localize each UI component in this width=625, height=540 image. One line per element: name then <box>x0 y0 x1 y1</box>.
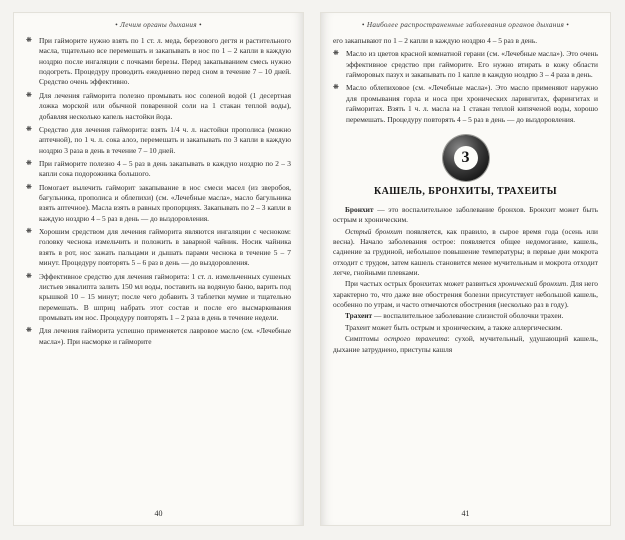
text-segment: Трахеит <box>345 311 373 321</box>
right-page-number: 41 <box>461 509 470 518</box>
text-segment: хронический бронхит <box>498 279 567 289</box>
continuation-paragraph: его закапывают по 1 – 2 капли в каждую ноздрю 4 – 5 раз в день. <box>333 36 538 45</box>
remedy-item <box>26 91 291 122</box>
remedy-item <box>26 159 291 180</box>
flower-bullet-icon: ❋ <box>26 182 32 191</box>
remedy-text: Хорошим средством для лечения гайморита являются ингаляции с чесноком: головку чеснока измельчить и положить в заварной чайник. Носик чайника взять в рот, нос зажать пальцами и дышать парами чеснока в течение 5 – 7 минут. Процедуру повторять 5 – 6 раз в день — до выздоровления. <box>39 227 291 268</box>
remedy-text: При гайморите нужно взять по 1 ст. л. меда, березового дегтя и растительного масла, тщательно все перемешать и закапывать в нос по 1 – 2 капли в каждую ноздрю после ингаляции с почками березы. Перед закапыванием смесь нужно подогреть. Процедуру проводить ежедневно перед сном в течение 7 – 10 дней. Средство очень эффективно. <box>39 36 291 87</box>
flower-bullet-icon: ❋ <box>333 83 339 92</box>
remedy-text: Масло облепиховое (см. «Лечебные масла»). Это масло применяют наружно для промывания горла и носа при хронических ларингитах, фарингитах и гайморитах. Взять 1 ч. л. масла на 1 стакан теплой кипяченой воды, хорошо перемешать. Процедуру повторять 4 – 5 раз в день — до выздоровления. <box>346 83 598 124</box>
flower-bullet-icon: ❋ <box>333 49 339 58</box>
flower-bullet-icon: ❋ <box>26 326 32 335</box>
text-segment: появляется, как правило, в сырое время года (осень или весна). Начало заболевания острое: появляется общее недомогание, кашель, саднение за грудиной, небольшое повышение температуры; в первые дни мокрота отходит с трудом, затем кашель становится менее мучительным и мокрота отходит легче, гнойными плевками. <box>333 226 598 278</box>
body-paragraph <box>333 323 598 333</box>
text-segment: Бронхит <box>345 204 374 214</box>
right-remedy-list <box>333 49 598 125</box>
text-segment: Трахеит может быть острым и хроническим, а также аллергическим. <box>345 322 563 332</box>
chapter-number: 3 <box>454 146 478 170</box>
remedy-text: Масло из цветов красной комнатной герани (см. «Лечебные масла»). Это очень эффективное средство при гайморите. Его нужно втирать в кожу области гайморовых пазух и закапывать по 1 капле в каждую ноздрю 3 – 4 раза в день. <box>346 49 598 80</box>
left-page-number: 40 <box>154 509 163 518</box>
chapter-body <box>333 205 598 355</box>
flower-bullet-icon: ❋ <box>26 271 32 280</box>
chapter-title: КАШЕЛЬ, БРОНХИТЫ, ТРАХЕИТЫ <box>373 185 558 197</box>
body-paragraph <box>333 205 598 226</box>
flower-bullet-icon: ❋ <box>26 36 32 44</box>
flower-bullet-icon: ❋ <box>26 158 32 167</box>
remedy-text: Помогает вылечить гайморит закапывание в нос смеси масел (из зверобоя, багульника, прополиса и облепихи) (см. «Лечебные масла», масло багульника взять аптечное). Масла взять в равных пропорциях. Закапывать по 2 – 3 капли в каждую ноздрю 4 – 5 раз в день — до выздоровления. <box>39 182 291 223</box>
right-page <box>320 12 611 526</box>
remedy-item <box>26 36 291 88</box>
text-segment: Симптомы <box>345 334 385 344</box>
left-running-head: • Лечим органы дыхания • <box>115 21 202 29</box>
text-segment: Острый бронхит <box>345 226 403 236</box>
flower-bullet-icon: ❋ <box>26 124 32 133</box>
text-segment: : сухой, мучительный, удушающий кашель, дыхание затруднено, приступы кашля <box>333 334 598 354</box>
remedy-text: Средство для лечения гайморита: взять 1/4 ч. л. настойки прополиса (можно аптечной), по 1 ч. л. сока алоэ, перемешать и закапывать по 3 капли в каждую ноздрю 3 раза в день в течение 7 – 10 дней. <box>39 124 291 155</box>
text-segment: — это воспалительное заболевание бронхов. Бронхит может быть острым и хроническим. <box>333 204 598 225</box>
text-segment: . Для него характерно то, что даже вне обострения болезни присутствует небольшой кашель, особенно по утрам, и часто отмечаются обострения (несколько раз в году). <box>333 279 598 310</box>
remedy-item <box>333 83 598 124</box>
chapter-number-badge <box>443 135 489 181</box>
remedy-text: При гайморите полезно 4 – 5 раз в день закапывать в каждую ноздрю по 2 – 3 капли сока подорожника большого. <box>39 158 291 179</box>
remedy-text: Эффективное средство для лечения гайморита: 1 ст. л. измельченных сушеных листьев эвкалипта залить 150 мл воды, поставить на водяную баню, варить под крышкой 10 – 15 минут; после чего добавить 3 таблетки мумие и тщательно перемешать. В шприц набрать этот состав и после его высмаркивания промывать им нос. Процедуру повторять 1 – 2 раза в день в течение недели. <box>39 271 291 322</box>
remedy-text: Для лечения гайморита полезно промывать нос соленой водой (1 десертная ложка морской или обычной поваренной соли на 1 стакан теплой воды), добавляя несколько капель настойки йода. <box>39 90 291 121</box>
remedy-item <box>26 227 291 268</box>
body-paragraph <box>333 334 598 355</box>
body-paragraph <box>333 311 598 321</box>
remedy-item <box>26 125 291 156</box>
remedy-item <box>26 272 291 324</box>
remedy-item <box>26 183 291 224</box>
right-running-head: • Наиболее распространенные заболевания органов дыхания • <box>361 21 570 29</box>
left-page <box>13 12 304 526</box>
text-segment: острого трахеита <box>384 334 448 344</box>
flower-bullet-icon: ❋ <box>26 227 32 236</box>
body-paragraph <box>333 279 598 310</box>
remedy-text: Для лечения гайморита успешно применяется лавровое масло (см. «Лечебные масла»). При насморке и гайморите <box>39 326 291 346</box>
left-remedy-list <box>26 36 291 347</box>
text-segment: При частых острых бронхитах может развиться <box>345 279 499 289</box>
flower-bullet-icon: ❋ <box>26 90 32 99</box>
remedy-item <box>333 49 598 80</box>
body-paragraph <box>333 227 598 279</box>
remedy-item <box>26 326 291 347</box>
text-segment: — воспалительное заболевание слизистой оболочки трахеи. <box>372 311 564 321</box>
